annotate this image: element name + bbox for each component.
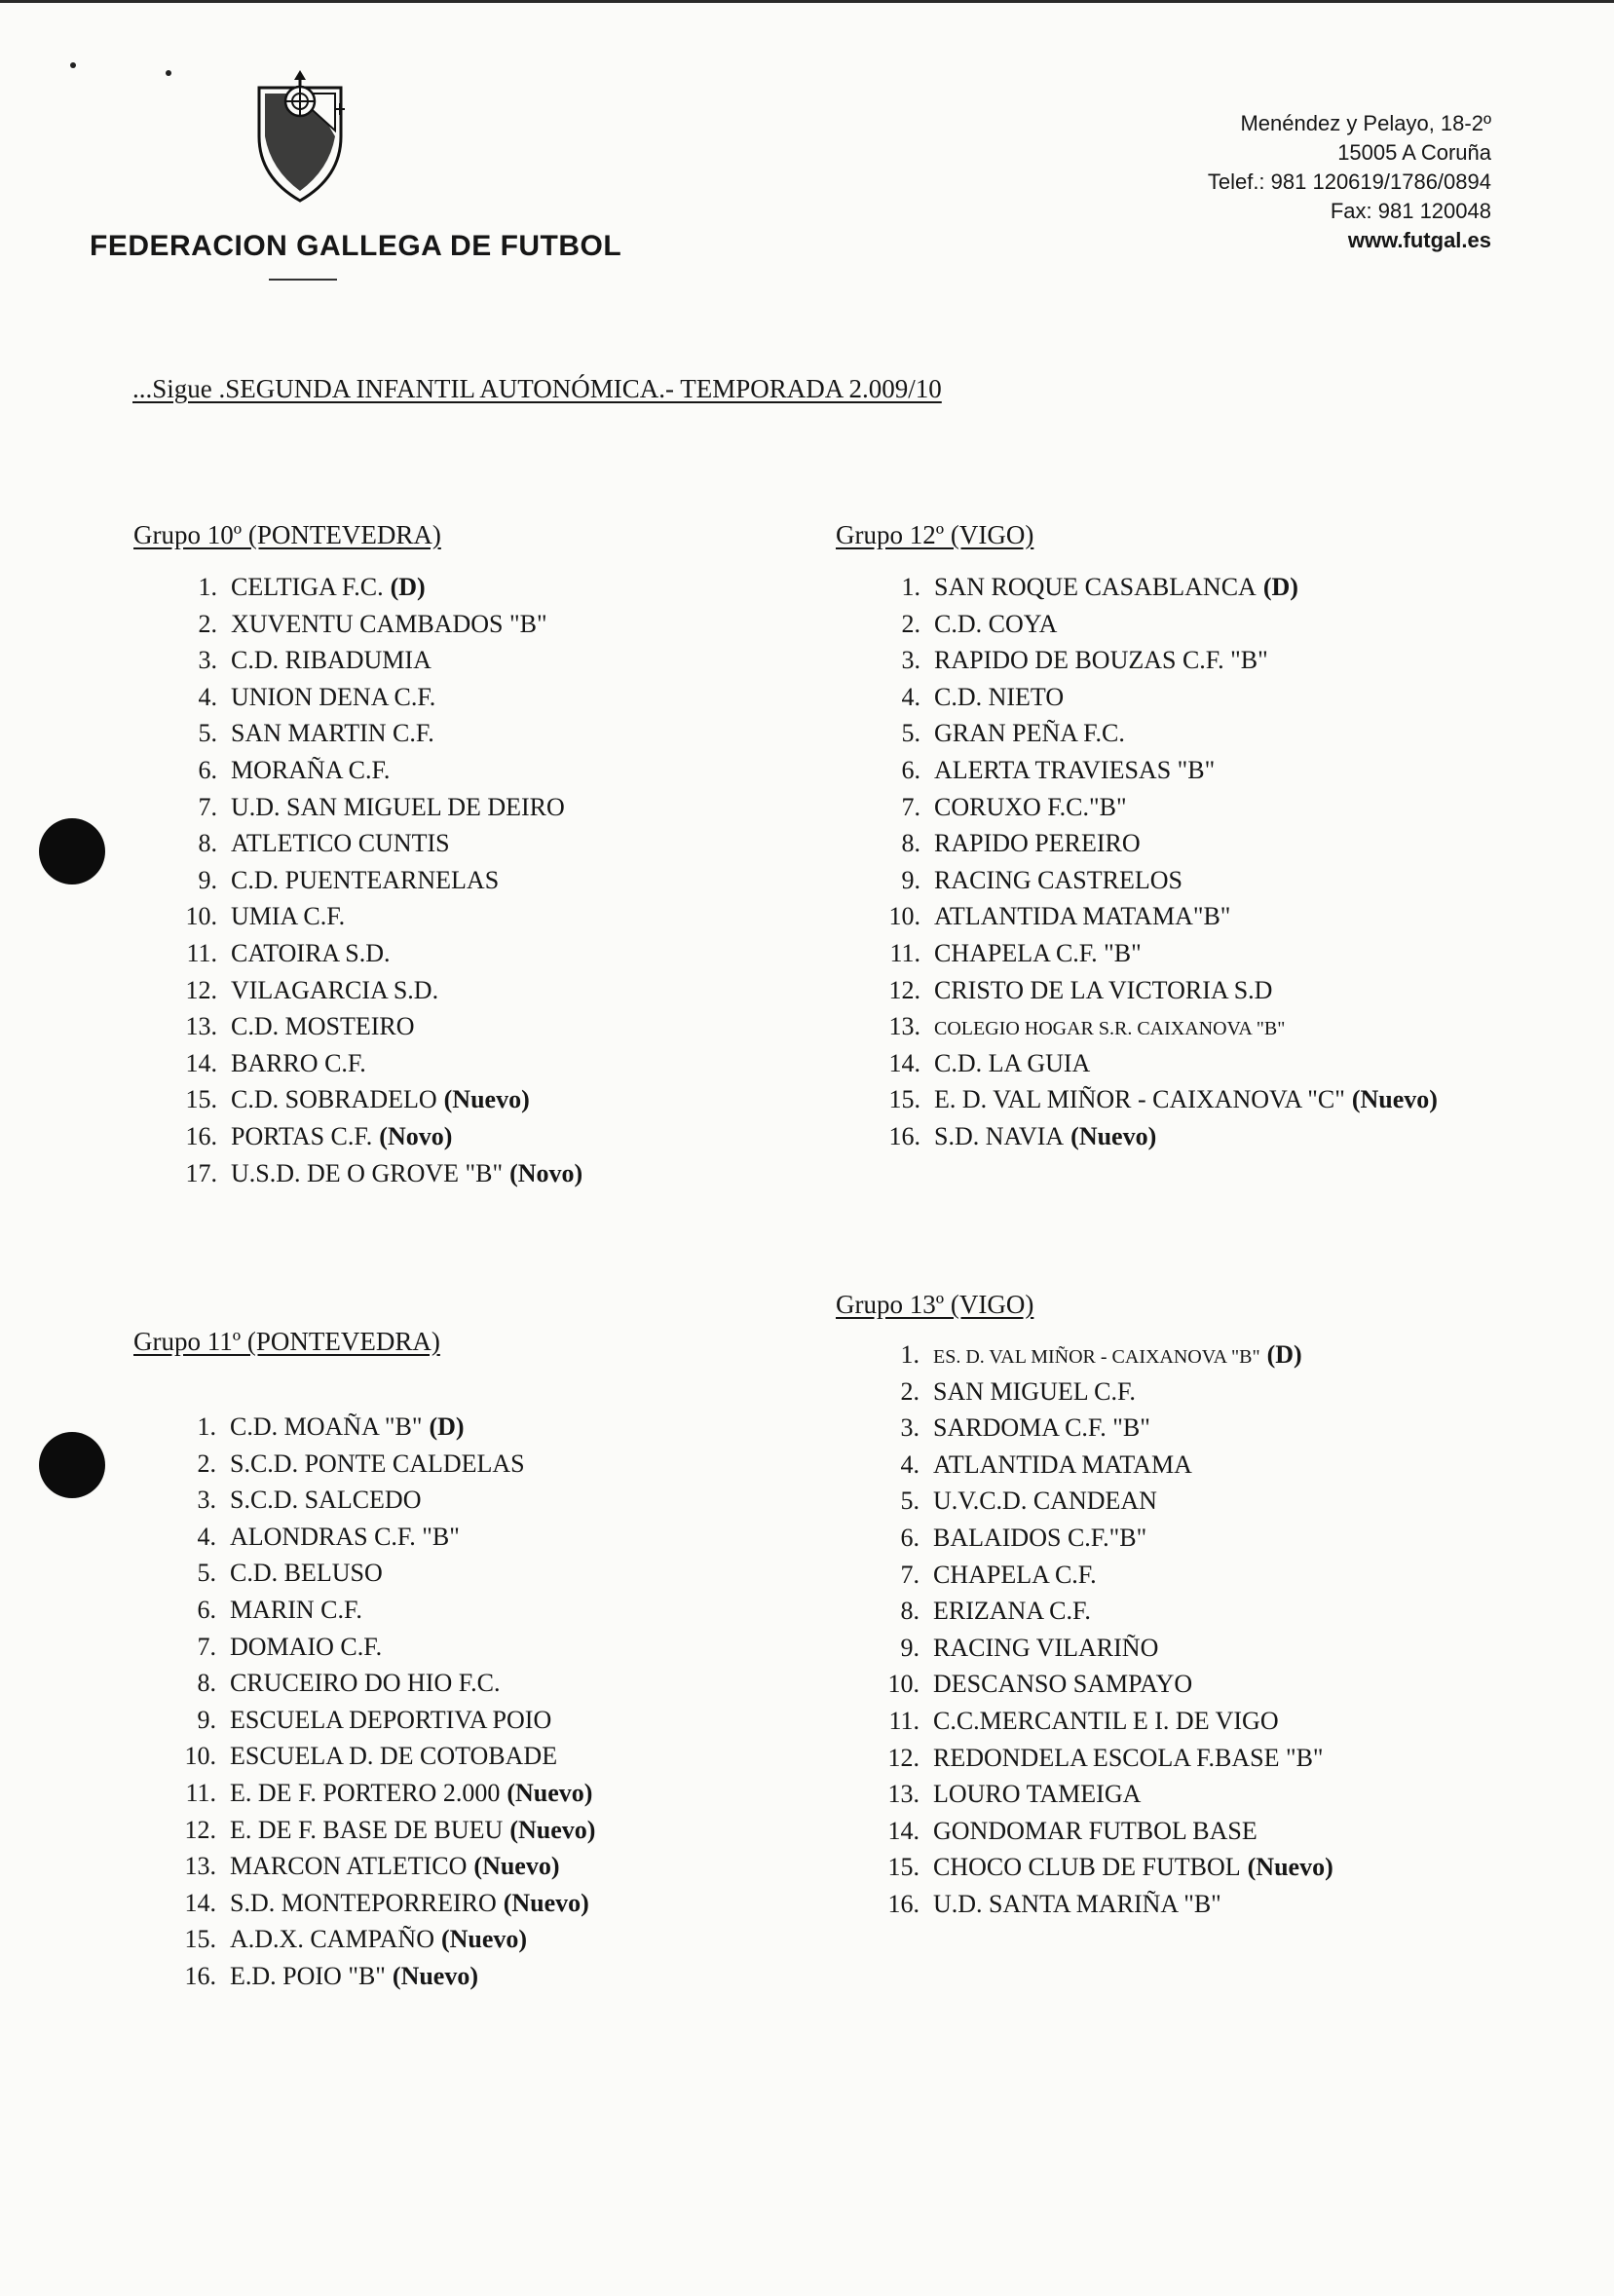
- team-name: REDONDELA ESCOLA F.BASE "B": [933, 1743, 1324, 1772]
- team-name: CELTIGA F.C.: [231, 573, 384, 601]
- team-number: 11.: [186, 938, 217, 967]
- team-status-note: (Nuevo): [392, 1961, 478, 1990]
- divider: [269, 279, 337, 281]
- team-name: MORAÑA C.F.: [231, 755, 391, 784]
- team-number: 5.: [198, 719, 217, 748]
- team-number: 1.: [198, 573, 217, 601]
- team-name: ATLANTIDA MATAMA"B": [934, 902, 1231, 931]
- team-number: 7.: [901, 792, 920, 821]
- team-number: 4.: [900, 1449, 920, 1479]
- team-name: CRISTO DE LA VICTORIA S.D: [934, 975, 1273, 1004]
- team-list-item: [185, 1008, 582, 1045]
- team-list-item: [900, 1336, 1333, 1374]
- team-name: RAPIDO PEREIRO: [934, 829, 1141, 858]
- team-number: 3.: [198, 646, 217, 675]
- team-list-item: [185, 1118, 582, 1155]
- team-number: 8.: [900, 1597, 920, 1626]
- scan-speck: [166, 70, 171, 76]
- team-number: 10.: [887, 1670, 920, 1699]
- team-name: MARCON ATLETICO: [230, 1852, 468, 1881]
- team-list-item: [887, 1740, 1333, 1777]
- team-name: ESCUELA D. DE COTOBADE: [230, 1742, 558, 1771]
- team-name: ATLETICO CUNTIS: [231, 829, 450, 858]
- group-title: Grupo 12º (VIGO): [836, 520, 1034, 549]
- team-list-item: [887, 1849, 1333, 1886]
- team-list-item: [901, 752, 1438, 789]
- team-name: E.D. POIO "B": [230, 1961, 386, 1990]
- team-list-item: [900, 1447, 1333, 1484]
- team-name: CORUXO F.C."B": [934, 792, 1127, 821]
- team-name: RACING CASTRELOS: [934, 865, 1182, 894]
- team-list-item: [901, 569, 1438, 606]
- team-number: 1.: [900, 1340, 920, 1369]
- team-list-item: [901, 862, 1438, 899]
- team-name: ATLANTIDA MATAMA: [933, 1449, 1192, 1479]
- team-list-item: [185, 1081, 582, 1118]
- team-name: CHAPELA C.F. "B": [934, 938, 1142, 967]
- team-list-item: [185, 1045, 582, 1082]
- team-status-note: (D): [390, 573, 426, 601]
- team-number: 15.: [887, 1853, 920, 1882]
- team-number: 11.: [888, 1706, 920, 1735]
- team-name: U.V.C.D. CANDEAN: [933, 1487, 1157, 1516]
- team-number: 7.: [198, 792, 217, 821]
- team-list-item: [185, 1155, 583, 1192]
- group-title: Grupo 11º (PONTEVEDRA): [133, 1327, 440, 1356]
- team-list-item: [887, 1813, 1333, 1850]
- team-name: ALONDRAS C.F. "B": [230, 1522, 460, 1551]
- team-list-item: [888, 1703, 1333, 1740]
- team-list-item: [197, 1702, 595, 1739]
- team-number: 2.: [197, 1449, 216, 1478]
- team-list-item: [198, 606, 582, 643]
- team-name: ES. D. VAL MIÑOR - CAIXANOVA "B": [933, 1346, 1260, 1368]
- team-list-item: [887, 1776, 1333, 1813]
- document-title: ...Sigue .SEGUNDA INFANTIL AUTONÓMICA.- TEMPORADA 2.009/10: [132, 374, 942, 403]
- team-number: 16.: [185, 1121, 217, 1150]
- team-list-item: [197, 1592, 595, 1629]
- team-name: C.D. COYA: [934, 609, 1058, 638]
- team-number: 5.: [197, 1559, 216, 1588]
- team-name: UNION DENA C.F.: [231, 682, 436, 711]
- team-list-item: [197, 1665, 595, 1702]
- team-number: 16.: [184, 1961, 216, 1990]
- team-name: E. DE F. PORTERO 2.000: [230, 1778, 501, 1807]
- team-list-item: [197, 1555, 595, 1592]
- team-number: 8.: [197, 1669, 216, 1698]
- team-name: C.D. MOAÑA "B": [230, 1412, 423, 1441]
- team-name: RAPIDO DE BOUZAS C.F. "B": [934, 646, 1268, 675]
- team-number: 14.: [887, 1816, 920, 1845]
- team-name: ALERTA TRAVIESAS "B": [934, 755, 1216, 784]
- team-list-item: [888, 1008, 1438, 1045]
- group-13-vigo: [836, 1286, 1333, 1923]
- team-number: 15.: [185, 1085, 217, 1114]
- team-name: ERIZANA C.F.: [933, 1597, 1091, 1626]
- team-list-item: [198, 825, 582, 862]
- team-status-note: (Nuevo): [503, 1888, 589, 1917]
- team-number: 16.: [888, 1121, 920, 1150]
- team-number: 5.: [900, 1487, 920, 1516]
- team-list-item: [184, 1738, 595, 1775]
- team-number: 7.: [197, 1632, 216, 1661]
- team-list-item: [888, 898, 1438, 935]
- team-name: DOMAIO C.F.: [230, 1632, 383, 1661]
- team-name: U.D. SANTA MARIÑA "B": [933, 1889, 1221, 1918]
- team-number: 4.: [901, 682, 920, 711]
- team-number: 4.: [197, 1522, 216, 1551]
- team-name: BALAIDOS C.F."B": [933, 1523, 1147, 1552]
- scan-top-edge: [0, 0, 1614, 3]
- team-list-item: [185, 898, 582, 935]
- team-list-item: [197, 1482, 595, 1519]
- team-list: [888, 569, 1438, 1155]
- website-link[interactable]: www.futgal.es: [1347, 228, 1491, 252]
- team-number: 1.: [197, 1412, 216, 1441]
- team-status-note: (D): [1266, 1340, 1302, 1369]
- team-list-item: [900, 1630, 1333, 1667]
- team-status-note: (Nuevo): [507, 1778, 593, 1807]
- team-list: [184, 1409, 596, 1995]
- team-list-item: [197, 1629, 595, 1666]
- team-number: 6.: [901, 755, 920, 784]
- group-12-vigo: [836, 516, 1438, 1155]
- team-list-item: [198, 789, 582, 826]
- team-name: SAN MIGUEL C.F.: [933, 1376, 1136, 1406]
- team-number: 5.: [901, 719, 920, 748]
- team-number: 9.: [901, 865, 920, 894]
- team-list-item: [900, 1557, 1333, 1594]
- team-number: 11.: [185, 1778, 216, 1807]
- team-status-note: (Nuevo): [443, 1085, 530, 1114]
- group-title: Grupo 13º (VIGO): [836, 1290, 1034, 1319]
- team-name: MARIN C.F.: [230, 1595, 362, 1624]
- team-number: 10.: [184, 1742, 216, 1771]
- team-status-note: (Nuevo): [1070, 1121, 1157, 1150]
- team-number: 8.: [198, 829, 217, 858]
- team-number: 10.: [185, 902, 217, 931]
- team-name: BARRO C.F.: [231, 1048, 366, 1077]
- team-number: 6.: [197, 1595, 216, 1624]
- team-number: 10.: [888, 902, 920, 931]
- team-list-item: [901, 606, 1438, 643]
- team-number: 9.: [900, 1633, 920, 1662]
- team-list-item: [888, 1118, 1438, 1155]
- team-status-note: (Nuevo): [1351, 1085, 1438, 1114]
- team-name: S.D. NAVIA: [934, 1121, 1065, 1150]
- team-name: CRUCEIRO DO HIO F.C.: [230, 1669, 501, 1698]
- team-number: 14.: [185, 1048, 217, 1077]
- team-number: 11.: [889, 938, 920, 967]
- team-name: C.D. NIETO: [934, 682, 1065, 711]
- team-number: 4.: [198, 682, 217, 711]
- team-list-item: [198, 679, 582, 716]
- team-number: 12.: [185, 975, 217, 1004]
- team-name: E. D. VAL MIÑOR - CAIXANOVA "C": [934, 1085, 1345, 1114]
- team-status-note: (Nuevo): [1247, 1853, 1333, 1882]
- team-number: 12.: [184, 1815, 216, 1844]
- team-list-item: [888, 972, 1438, 1009]
- team-list-item: [197, 1446, 595, 1483]
- team-number: 13.: [888, 1012, 920, 1041]
- team-name: UMIA C.F.: [231, 902, 346, 931]
- team-name: C.D. SOBRADELO: [231, 1085, 437, 1114]
- team-list-item: [888, 1045, 1438, 1082]
- team-list-item: [185, 972, 582, 1009]
- team-status-note: (Novo): [379, 1121, 453, 1150]
- team-list-item: [901, 679, 1438, 716]
- address-line: Telef.: 981 120619/1786/0894: [1207, 169, 1491, 194]
- team-list-item: [198, 752, 582, 789]
- team-number: 13.: [887, 1780, 920, 1809]
- team-list-item: [900, 1520, 1333, 1557]
- team-name: S.D. MONTEPORREIRO: [230, 1888, 497, 1917]
- team-name: CHOCO CLUB DE FUTBOL: [933, 1853, 1241, 1882]
- team-number: 15.: [888, 1085, 920, 1114]
- team-list-item: [900, 1410, 1333, 1447]
- team-name: SAN ROQUE CASABLANCA: [934, 573, 1257, 601]
- team-number: 13.: [185, 1012, 217, 1041]
- team-name: C.D. BELUSO: [230, 1559, 383, 1588]
- team-number: 12.: [887, 1743, 920, 1772]
- team-name: COLEGIO HOGAR S.R. CAIXANOVA "B": [934, 1018, 1286, 1040]
- team-list-item: [887, 1666, 1333, 1703]
- team-status-note: (Nuevo): [473, 1852, 560, 1881]
- team-number: 3.: [900, 1413, 920, 1443]
- group-title: Grupo 10º (PONTEVEDRA): [133, 520, 441, 549]
- team-list-item: [198, 715, 582, 752]
- team-name: GRAN PEÑA F.C.: [934, 719, 1125, 748]
- team-list-item: [900, 1483, 1333, 1520]
- address-block: [1208, 109, 1491, 255]
- team-list-item: [198, 642, 582, 679]
- team-list-item: [185, 1775, 595, 1812]
- team-name: XUVENTU CAMBADOS "B": [231, 609, 547, 638]
- team-number: 16.: [887, 1889, 920, 1918]
- punch-hole: [39, 1432, 105, 1498]
- team-list-item: [901, 825, 1438, 862]
- team-name: C.D. LA GUIA: [934, 1048, 1091, 1077]
- address-line: Menéndez y Pelayo, 18-2º: [1240, 111, 1491, 135]
- team-number: 3.: [901, 646, 920, 675]
- team-name: GONDOMAR FUTBOL BASE: [933, 1816, 1257, 1845]
- team-list-item: [198, 862, 582, 899]
- team-list: [887, 1336, 1333, 1923]
- team-number: 2.: [901, 609, 920, 638]
- team-list-item: [889, 935, 1438, 972]
- team-name: ESCUELA DEPORTIVA POIO: [230, 1705, 552, 1734]
- team-number: 13.: [184, 1852, 216, 1881]
- team-number: 1.: [901, 573, 920, 601]
- team-number: 6.: [198, 755, 217, 784]
- team-number: 9.: [197, 1705, 216, 1734]
- team-list-item: [184, 1958, 595, 1995]
- team-name: U.S.D. DE O GROVE "B": [231, 1158, 504, 1187]
- federation-name: FEDERACION GALLEGA DE FUTBOL: [90, 230, 622, 262]
- team-status-note: (Nuevo): [509, 1815, 596, 1844]
- team-name: CATOIRA S.D.: [231, 938, 391, 967]
- team-number: 14.: [888, 1048, 920, 1077]
- team-number: 2.: [198, 609, 217, 638]
- team-list-item: [184, 1812, 596, 1849]
- team-name: E. DE F. BASE DE BUEU: [230, 1815, 504, 1844]
- team-name: A.D.X. CAMPAÑO: [230, 1925, 434, 1954]
- team-number: 15.: [184, 1925, 216, 1954]
- team-name: CHAPELA C.F.: [933, 1560, 1097, 1589]
- team-name: VILAGARCIA S.D.: [231, 975, 439, 1004]
- team-status-note: (D): [1262, 573, 1298, 601]
- team-list-item: [184, 1921, 595, 1958]
- team-name: C.D. RIBADUMIA: [231, 646, 432, 675]
- team-name: SARDOMA C.F. "B": [933, 1413, 1150, 1443]
- team-list-item: [198, 569, 582, 606]
- team-number: 8.: [901, 829, 920, 858]
- address-line: 15005 A Coruña: [1337, 140, 1491, 165]
- team-number: 17.: [185, 1158, 217, 1187]
- team-name: U.D. SAN MIGUEL DE DEIRO: [231, 792, 565, 821]
- team-list-item: [184, 1885, 595, 1922]
- team-number: 14.: [184, 1888, 216, 1917]
- team-name: S.C.D. SALCEDO: [230, 1486, 422, 1515]
- team-list-item: [901, 715, 1438, 752]
- team-list-item: [901, 789, 1438, 826]
- team-number: 9.: [198, 865, 217, 894]
- team-list-item: [888, 1081, 1438, 1118]
- team-number: 3.: [197, 1486, 216, 1515]
- team-number: 7.: [900, 1560, 920, 1589]
- team-name: LOURO TAMEIGA: [933, 1780, 1142, 1809]
- team-list-item: [900, 1593, 1333, 1630]
- group-11-pontevedra: [133, 1323, 595, 1995]
- team-name: PORTAS C.F.: [231, 1121, 373, 1150]
- team-list-item: [900, 1374, 1333, 1411]
- team-name: S.C.D. PONTE CALDELAS: [230, 1449, 525, 1478]
- team-list-item: [197, 1409, 595, 1446]
- team-name: RACING VILARIÑO: [933, 1633, 1159, 1662]
- team-list-item: [901, 642, 1438, 679]
- federation-crest-icon: [251, 68, 349, 205]
- address-line: Fax: 981 120048: [1330, 199, 1491, 223]
- team-name: C.C.MERCANTIL E I. DE VIGO: [933, 1706, 1279, 1735]
- team-name: C.D. PUENTEARNELAS: [231, 865, 500, 894]
- team-status-note: (D): [429, 1412, 465, 1441]
- group-10-pontevedra: [133, 516, 582, 1191]
- team-status-note: (Novo): [509, 1158, 583, 1187]
- team-list-item: [887, 1886, 1333, 1923]
- team-name: C.D. MOSTEIRO: [231, 1012, 415, 1041]
- team-list-item: [184, 1848, 595, 1885]
- team-name: SAN MARTIN C.F.: [231, 719, 434, 748]
- team-list-item: [197, 1519, 595, 1556]
- team-name: DESCANSO SAMPAYO: [933, 1670, 1193, 1699]
- team-number: 2.: [900, 1376, 920, 1406]
- team-list: [185, 569, 583, 1191]
- team-status-note: (Nuevo): [440, 1925, 528, 1954]
- team-number: 12.: [888, 975, 920, 1004]
- team-number: 6.: [900, 1523, 920, 1552]
- scan-speck: [70, 62, 76, 68]
- team-list-item: [186, 935, 582, 972]
- punch-hole: [39, 818, 105, 885]
